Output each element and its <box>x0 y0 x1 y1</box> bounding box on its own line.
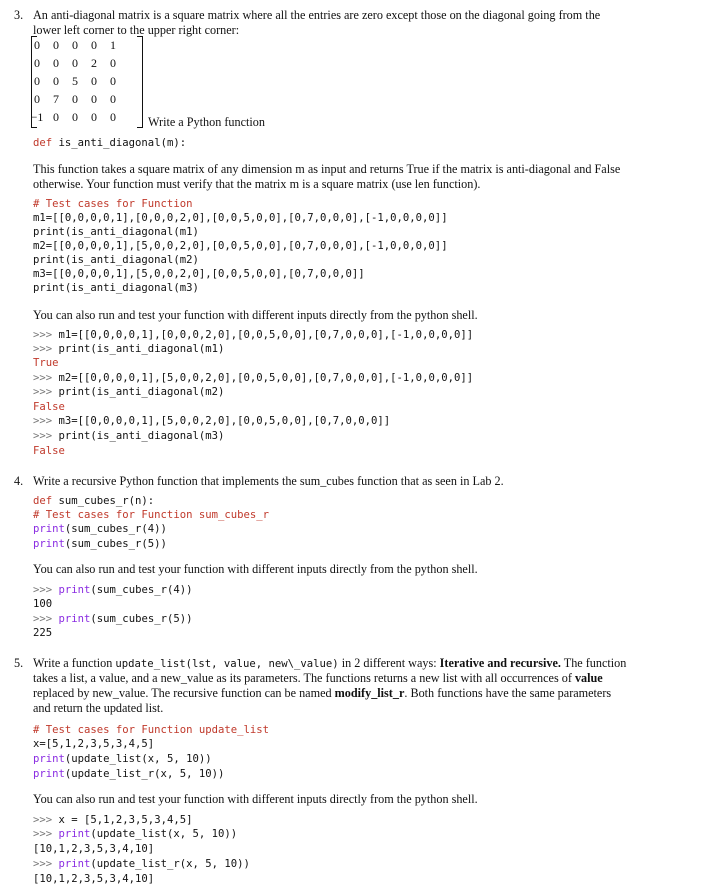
matrix-cell: 0 <box>91 74 97 88</box>
q4-shell-output-1: 100 <box>33 598 53 610</box>
matrix-cell: 0 <box>72 56 78 70</box>
q3-shell-line-6 <box>33 429 224 444</box>
q5-l2-text: takes a list, a value, and a new_value as its parameters. The functions returns a new list with all occurrences of <box>33 671 575 685</box>
q4-shell-line-1 <box>33 583 192 598</box>
shell-code: x = [5,1,2,3,5,3,4,5] <box>52 814 193 826</box>
q3-shell-line-5 <box>33 414 390 429</box>
print-builtin: print <box>33 523 65 535</box>
shell-prompt: >>> <box>33 858 53 870</box>
matrix-cell: 0 <box>53 74 59 88</box>
matrix-cell: 0 <box>72 38 78 52</box>
print-builtin: print <box>58 584 91 596</box>
shell-code: print(is_anti_diagonal(m1) <box>52 343 225 355</box>
q3-shell-intro: You can also run and test your function with different inputs directly from the python shell. <box>33 308 478 322</box>
q5-test-line-2-rest: (update_list(x, 5, 10)) <box>64 753 212 765</box>
q4-test-comment: # Test cases for Function sum_cubes_r <box>33 509 269 521</box>
q3-test-line-5: m3=[[0,0,0,0,1],[5,0,0,2,0],[0,0,5,0,0],[0,7,0,0,0]] <box>33 268 365 280</box>
shell-code: m3=[[0,0,0,0,1],[5,0,0,2,0],[0,0,5,0,0],[0,7,0,0,0]] <box>52 415 391 427</box>
q4-test-line-1 <box>33 522 167 537</box>
matrix-cell: 0 <box>110 74 116 88</box>
q5-shell-line-2 <box>33 827 237 842</box>
shell-code: print(sum_cubes_r(4)) <box>58 584 193 596</box>
print-builtin: print <box>58 858 91 870</box>
shell-prompt: >>> <box>33 329 53 341</box>
q3-test-line-3: m2=[[0,0,0,0,1],[5,0,0,2,0],[0,0,5,0,0],[0,7,0,0,0],[-1,0,0,0,0]] <box>33 240 448 252</box>
q5-l3-bold: modify_list_r <box>334 686 405 700</box>
q4-shell-intro: You can also run and test your function with different inputs directly from the python shell. <box>33 562 478 576</box>
q4-line1: Write a recursive Python function that implements the sum_cubes function that as seen in Lab 2. <box>33 474 504 488</box>
matrix-cell: 0 <box>91 38 97 52</box>
q3-test-comment: # Test cases for Function <box>33 198 193 210</box>
matrix-cell: 0 <box>34 38 40 52</box>
q5-l1-bold: Iterative and recursive. <box>439 656 561 670</box>
q5-line4: and return the updated list. <box>33 701 164 715</box>
print-builtin: print <box>33 538 65 550</box>
q3-desc1: This function takes a square matrix of any dimension m as input and returns True if the matrix is anti-diagonal and False <box>33 162 621 176</box>
q5-l1-text: Write a function <box>33 656 116 670</box>
q3-shell-output-3: False <box>33 445 65 457</box>
q5-shell-intro: You can also run and test your function with different inputs directly from the python shell. <box>33 792 478 806</box>
q3-shell-output-1: True <box>33 357 59 369</box>
shell-prompt: >>> <box>33 386 53 398</box>
matrix-cell: 0 <box>91 92 97 106</box>
q3-shell-line-1 <box>33 328 473 343</box>
q5-line3 <box>33 686 611 701</box>
shell-prompt: >>> <box>33 430 53 442</box>
shell-code: print(is_anti_diagonal(m3) <box>52 430 225 442</box>
q5-test-comment: # Test cases for Function update_list <box>33 724 269 736</box>
q4-test-line-2 <box>33 537 167 552</box>
print-builtin: print <box>58 828 91 840</box>
shell-prompt: >>> <box>33 814 53 826</box>
q4-shell-line-2 <box>33 612 192 627</box>
shell-code: m2=[[0,0,0,0,1],[5,0,0,2,0],[0,0,5,0,0],[0,7,0,0,0],[-1,0,0,0,0]] <box>52 372 474 384</box>
matrix-cell: 0 <box>53 110 59 124</box>
shell-code: print(update_list(x, 5, 10)) <box>58 828 238 840</box>
q3-shell-line-3 <box>33 371 473 386</box>
matrix-cell: 0 <box>34 74 40 88</box>
matrix-cell: 2 <box>91 56 97 70</box>
matrix-cell: 5 <box>72 74 78 88</box>
q5-shell-line-3 <box>33 857 250 872</box>
q3-test-line-1: m1=[[0,0,0,0,1],[0,0,0,2,0],[0,0,5,0,0],[0,7,0,0,0],[-1,0,0,0,0]] <box>33 212 448 224</box>
q3-line1: An anti-diagonal matrix is a square matrix where all the entries are zero except those on the diagonal going from the <box>33 8 601 22</box>
matrix-cell: 0 <box>34 56 40 70</box>
matrix-cell: 7 <box>53 92 59 106</box>
q4-def-line <box>33 494 154 509</box>
q5-shell-output-2: [10,1,2,3,5,3,4,10] <box>33 873 155 885</box>
print-builtin: print <box>58 613 91 625</box>
matrix-cell: 0 <box>53 38 59 52</box>
q3-shell-line-4 <box>33 385 224 400</box>
q4-test-line-2-rest: (sum_cubes_r(5)) <box>64 538 167 550</box>
shell-prompt: >>> <box>33 343 53 355</box>
q5-line2 <box>33 671 603 686</box>
q3-shell-line-2 <box>33 342 224 357</box>
shell-prompt: >>> <box>33 372 53 384</box>
print-builtin: print <box>33 753 65 765</box>
q5-l3-text-2: . Both functions have the same parameters <box>404 686 612 700</box>
shell-code: print(is_anti_diagonal(m2) <box>52 386 225 398</box>
q3-test-line-2: print(is_anti_diagonal(m1) <box>33 226 199 238</box>
q3-desc2: otherwise. Your function must verify that the matrix m is a square matrix (use len function). <box>33 177 481 191</box>
q5-line1 <box>33 656 626 672</box>
q3-test-line-4: print(is_anti_diagonal(m2) <box>33 254 199 266</box>
shell-code: print(sum_cubes_r(5)) <box>58 613 193 625</box>
q4-shell-output-2: 225 <box>33 627 53 639</box>
def-keyword: def <box>33 137 53 149</box>
q4-test-line-1-rest: (sum_cubes_r(4)) <box>64 523 167 535</box>
q5-test-line-3-rest: (update_list_r(x, 5, 10)) <box>64 768 225 780</box>
matrix-cell: 0 <box>110 56 116 70</box>
q5-test-line-3 <box>33 767 224 782</box>
shell-prompt: >>> <box>33 584 53 596</box>
q5-number: 5. <box>14 656 24 670</box>
q5-l3-text: replaced by new_value. The recursive function can be named <box>33 686 335 700</box>
matrix-cell: 0 <box>72 92 78 106</box>
shell-prompt: >>> <box>33 613 53 625</box>
q4-number: 4. <box>14 474 24 488</box>
shell-code: m1=[[0,0,0,0,1],[0,0,0,2,0],[0,0,5,0,0],[0,7,0,0,0],[-1,0,0,0,0]] <box>52 329 474 341</box>
def-keyword: def <box>33 495 53 507</box>
matrix-cell: 0 <box>53 56 59 70</box>
q3-line2: lower left corner to the upper right corner: <box>33 23 240 37</box>
matrix-cell: −1 <box>30 110 44 124</box>
q5-l1-text-2: in 2 different ways: <box>338 656 440 670</box>
matrix-cell: 0 <box>110 92 116 106</box>
q3-number: 3. <box>14 8 24 22</box>
q5-l1-code: update_list(lst, value, new\_value) <box>115 658 339 670</box>
shell-prompt: >>> <box>33 828 53 840</box>
matrix-right-bracket <box>137 36 143 128</box>
q3-def-line <box>33 136 186 151</box>
q5-test-line-1: x=[5,1,2,3,5,3,4,5] <box>33 738 155 750</box>
def-signature: sum_cubes_r(n): <box>52 495 155 507</box>
q5-l1-text-3: The function <box>560 656 627 670</box>
print-builtin: print <box>33 768 65 780</box>
matrix-cell: 0 <box>91 110 97 124</box>
q5-shell-line-1 <box>33 813 192 828</box>
q5-test-line-2 <box>33 752 212 767</box>
matrix-cell: 1 <box>110 38 116 52</box>
q3-test-line-6: print(is_anti_diagonal(m3) <box>33 282 199 294</box>
matrix-cell: 0 <box>110 110 116 124</box>
q5-shell-output-1: [10,1,2,3,5,3,4,10] <box>33 843 155 855</box>
q3-shell-output-2: False <box>33 401 65 413</box>
matrix-cell: 0 <box>34 92 40 106</box>
def-signature: is_anti_diagonal(m): <box>52 137 187 149</box>
matrix-cell: 0 <box>72 110 78 124</box>
shell-prompt: >>> <box>33 415 53 427</box>
shell-code: print(update_list_r(x, 5, 10)) <box>58 858 250 870</box>
q3-after-matrix: Write a Python function <box>148 115 265 129</box>
q5-l2-bold: value <box>574 671 603 685</box>
